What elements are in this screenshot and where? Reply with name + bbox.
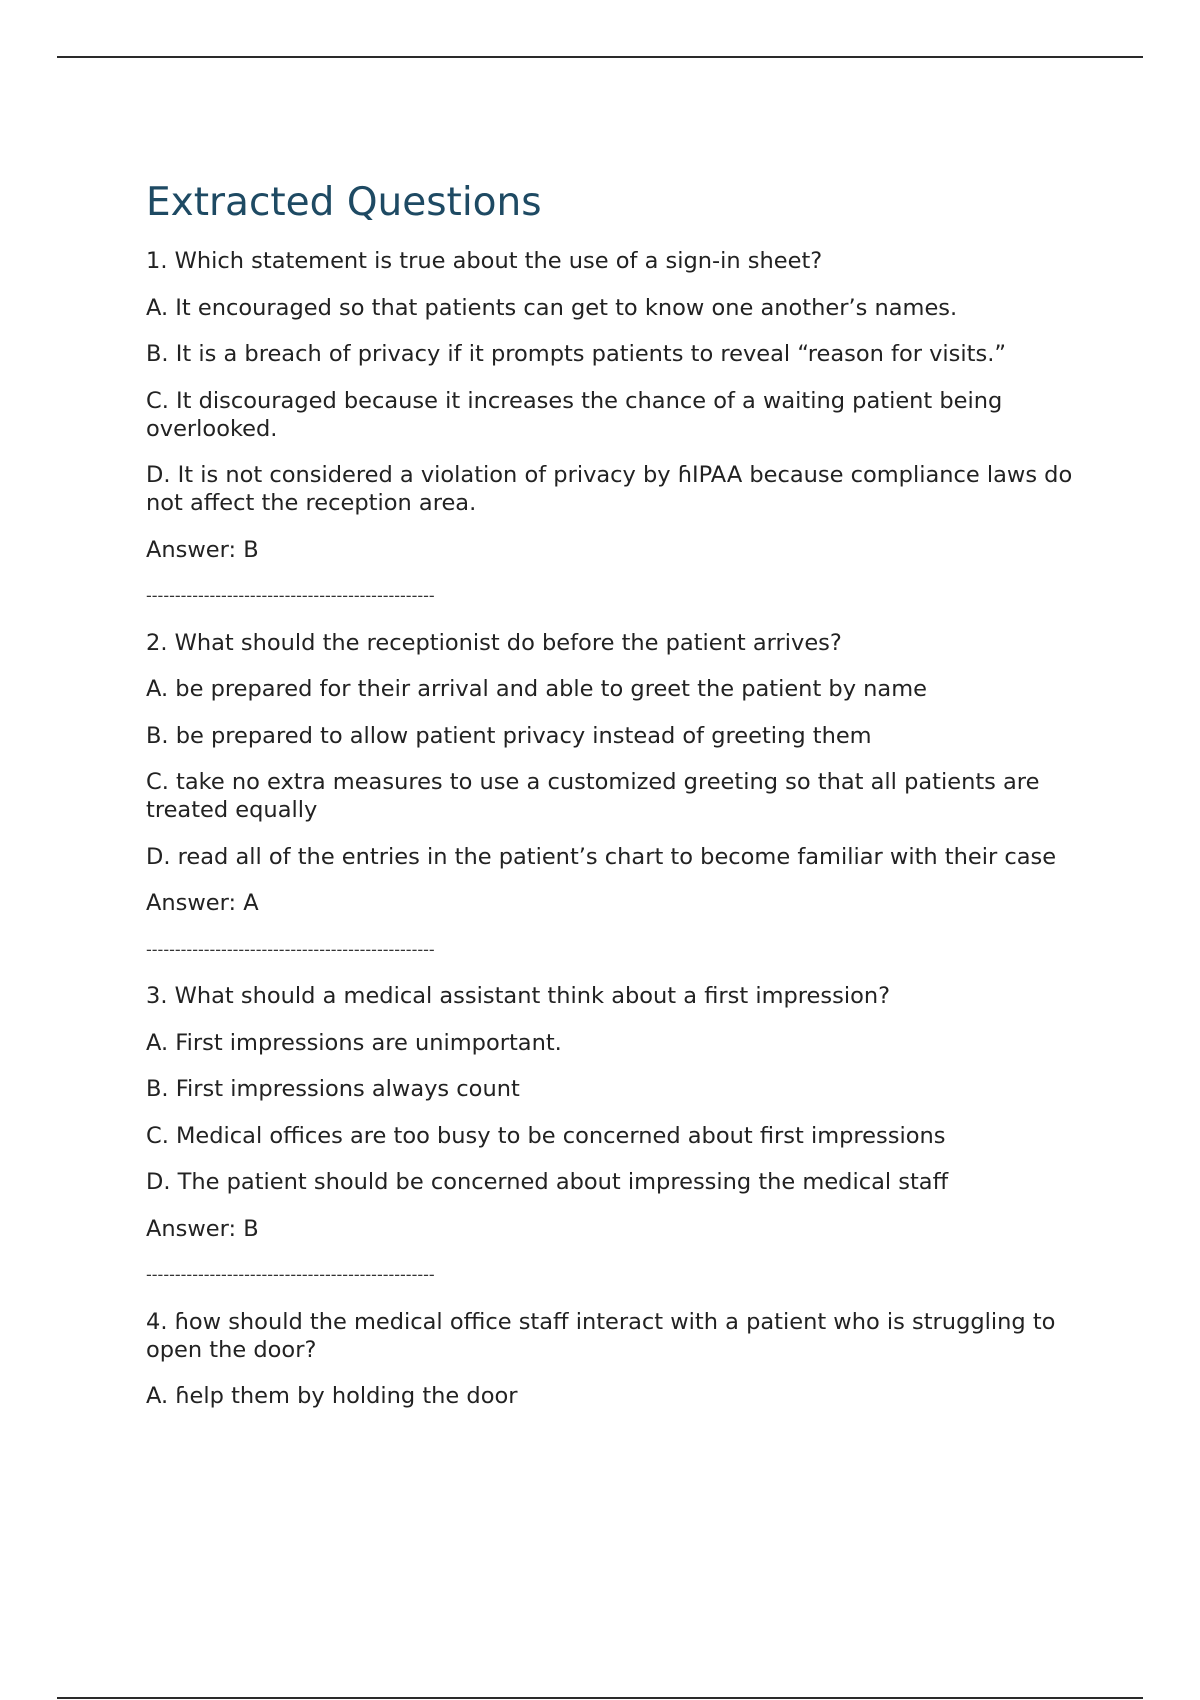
answer-text: Answer: B: [146, 536, 259, 563]
question-block: [146, 982, 1086, 1289]
answer-text: Answer: A: [146, 890, 259, 916]
option-b: B. It is a breach of privacy if it prompts patients to reveal “reason for visits.”: [146, 341, 1007, 367]
question-block: [146, 629, 1086, 964]
bottom-rule: [57, 1697, 1143, 1699]
question-block: [146, 1308, 1086, 1411]
question-text: 4. ɦow should the medical office staff interact with a patient who is struggling to open the door?: [146, 1308, 1056, 1363]
question-text: 2. What should the receptionist do before the patient arrives?: [146, 629, 842, 656]
option-c: C. Medical offices are too busy to be concerned about first impressions: [146, 1122, 946, 1149]
top-rule: [57, 56, 1143, 58]
answer-text: Answer: B: [146, 1215, 259, 1242]
separator: --------------------------------------------------: [146, 1265, 435, 1284]
option-c: C. It discouraged because it increases the chance of a waiting patient being overlooked.: [146, 387, 1003, 442]
option-a: A. ɦelp them by holding the door: [146, 1383, 518, 1409]
option-a: A. First impressions are unimportant.: [146, 1029, 562, 1056]
page-title: Extracted Questions: [146, 180, 542, 225]
option-d: D. The patient should be concerned about impressing the medical staff: [146, 1169, 949, 1195]
option-a: A. be prepared for their arrival and able to greet the patient by name: [146, 676, 927, 702]
option-b: B. First impressions always count: [146, 1076, 520, 1102]
question-text: 1. Which statement is true about the use of a sign-in sheet?: [146, 248, 823, 274]
question-text: 3. What should a medical assistant think about a first impression?: [146, 983, 891, 1009]
question-block: [146, 247, 1086, 610]
option-d: D. read all of the entries in the patient’s chart to become familiar with their case: [146, 843, 1057, 870]
option-b: B. be prepared to allow patient privacy instead of greeting them: [146, 722, 872, 749]
document-body: [146, 178, 1086, 1429]
option-d: D. It is not considered a violation of privacy by ɦIPAA because compliance laws do not affect the reception area.: [146, 462, 1073, 516]
separator: --------------------------------------------------: [146, 939, 435, 959]
option-c: C. take no extra measures to use a customized greeting so that all patients are treated equally: [146, 769, 1040, 823]
separator: --------------------------------------------------: [146, 586, 435, 605]
option-a: A. It encouraged so that patients can get to know one another’s names.: [146, 294, 958, 321]
